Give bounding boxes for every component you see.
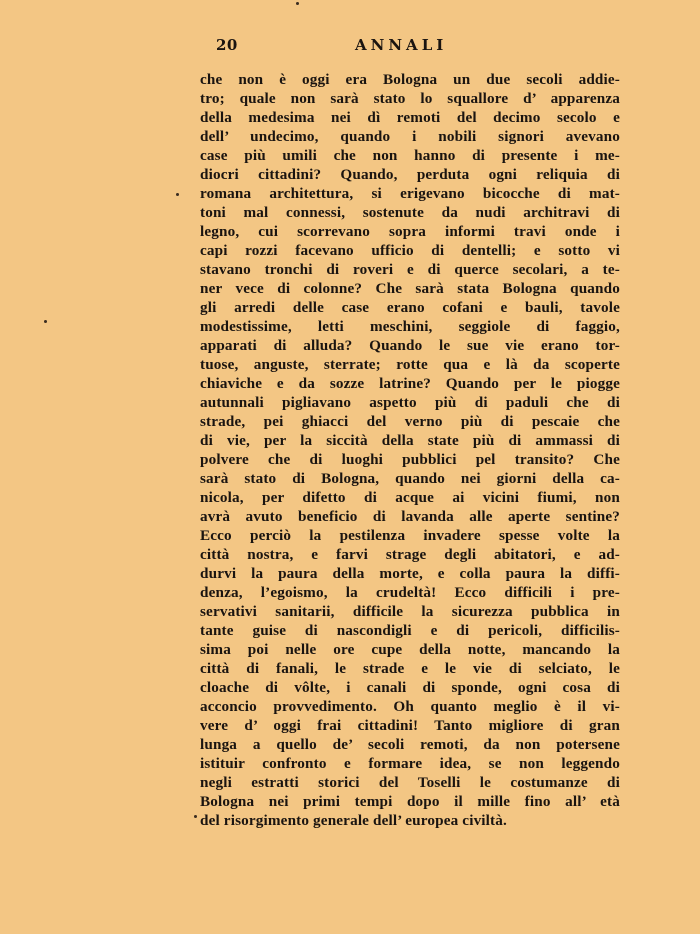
text-line: servativi sanitarii, difficile la sicurezza pubblica in (200, 603, 620, 620)
text-line: sarà stato di Bologna, quando nei giorni della ca- (200, 470, 620, 487)
text-line: toni mal connessi, sostenute da nudi architravi di (200, 204, 620, 221)
text-line: città di fanali, le strade e le vie di selciato, le (200, 660, 620, 677)
text-line: polvere che di luoghi pubblici pel transito? Che (200, 451, 620, 468)
text-line: denza, l’egoismo, la crudeltà! Ecco difficili i pre- (200, 584, 620, 601)
text-line: diocri cittadini? Quando, perduta ogni reliquia di (200, 166, 620, 183)
ink-speck (194, 815, 197, 818)
ink-speck (44, 320, 47, 323)
text-line: tro; quale non sarà stato lo squallore d’ apparenza (200, 90, 620, 107)
text-line: case più umili che non hanno di presente i me- (200, 147, 620, 164)
text-line: istituir confronto e formare idea, se non leggendo (200, 755, 620, 772)
page-header (200, 36, 620, 56)
text-line: stavano tronchi di roveri e di querce secolari, a te- (200, 261, 620, 278)
text-line: acconcio provvedimento. Oh quanto meglio è il vi- (200, 698, 620, 715)
text-line: della medesima nei dì remoti del decimo secolo e (200, 109, 620, 126)
text-line: capi rozzi facevano ufficio di dentelli; e sotto vi (200, 242, 620, 259)
ink-speck (176, 193, 179, 196)
text-line: strade, pei ghiacci del verno più di pescaie che (200, 413, 620, 430)
text-line: negli estratti storici del Toselli le costumanze di (200, 774, 620, 791)
text-line: Bologna nei primi tempi dopo il mille fino all’ età (200, 793, 620, 810)
text-line: sima poi nelle ore cupe della notte, mancando la (200, 641, 620, 658)
text-line: nicola, per difetto di acque ai vicini fiumi, non (200, 489, 620, 506)
text-line: cloache di vôlte, i canali di sponde, ogni cosa di (200, 679, 620, 696)
text-line: chiaviche e da sozze latrine? Quando per le piogge (200, 375, 620, 392)
text-line: vere d’ oggi frai cittadini! Tanto migliore di gran (200, 717, 620, 734)
text-line: lunga a quello de’ secoli remoti, da non potersene (200, 736, 620, 753)
text-line: apparati di alluda? Quando le sue vie erano tor- (200, 337, 620, 354)
text-line: avrà avuto beneficio di lavanda alle aperte sentine? (200, 508, 620, 525)
text-line: autunnali pigliavano aspetto più di paduli che di (200, 394, 620, 411)
text-line: ner vece di colonne? Che sarà stata Bologna quando (200, 280, 620, 297)
running-title: ANNALI (355, 36, 448, 54)
ink-speck (296, 2, 299, 5)
text-line: che non è oggi era Bologna un due secoli addie- (200, 71, 620, 88)
text-line: città nostra, e farvi strage degli abitatori, e ad- (200, 546, 620, 563)
page-number: 20 (216, 36, 238, 54)
text-line: tuose, anguste, sterrate; rotte qua e là da scoperte (200, 356, 620, 373)
text-line: modestissime, letti meschini, seggiole di faggio, (200, 318, 620, 335)
text-line: del risorgimento generale dell’ europea civiltà. (200, 812, 507, 829)
text-line: tante guise di nascondigli e di pericoli, difficilis- (200, 622, 620, 639)
body-text (200, 70, 620, 830)
text-line: legno, cui scorrevano sopra informi travi onde i (200, 223, 620, 240)
text-line: di vie, per la siccità della state più di ammassi di (200, 432, 620, 449)
text-line: dell’ undecimo, quando i nobili signori avevano (200, 128, 620, 145)
text-line: romana architettura, si erigevano bicocche di mat- (200, 185, 620, 202)
text-line: Ecco perciò la pestilenza invadere spesse volte la (200, 527, 620, 544)
text-line: durvi la paura della morte, e colla paura la diffi- (200, 565, 620, 582)
text-line: gli arredi delle case erano cofani e bauli, tavole (200, 299, 620, 316)
